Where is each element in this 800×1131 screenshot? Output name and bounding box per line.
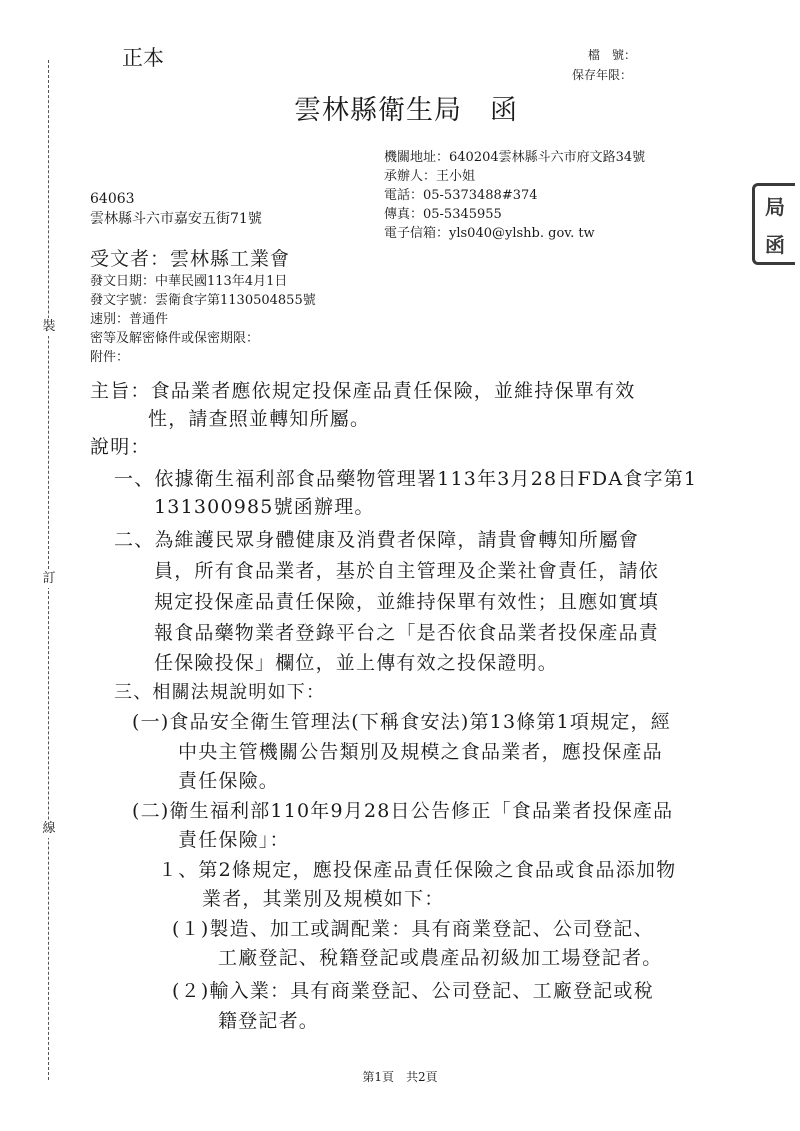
attachment: 附件：: [90, 350, 130, 365]
stamp-char-1: 局: [765, 194, 785, 219]
item2-line-4: 報食品藥物業者登錄平台之「是否依食品業者投保產品責: [154, 622, 660, 644]
agency-email: 電子信箱：yls040@ylshb. gov. tw: [384, 226, 595, 241]
seal-stamp: [752, 183, 795, 265]
item3-line-1: 三、相關法規說明如下：: [114, 682, 326, 703]
item3-sub2-line-2: 責任保險」：: [178, 829, 290, 851]
recipient-postal-code: 64063: [90, 191, 135, 207]
item2-line-5: 任保險投保」欄位，並上傳有效之投保證明。: [154, 652, 559, 674]
subject-line-2: 性，請查照並轉知所屬。: [148, 408, 371, 430]
point1-b-line-1: (２)輸入業：具有商業登記、公司登記、工廠登記或稅: [172, 980, 654, 1002]
item3-sub1-line-1: (一)食品安全衛生管理法(下稱食安法)第13條第1項規定，經: [132, 711, 671, 733]
recipient: 受文者：雲林縣工業會: [90, 248, 291, 270]
explanation-label: 說明：: [90, 436, 151, 458]
binding-char-zhuang: 裝: [40, 318, 58, 336]
agency-fax: 傳真：05-5345955: [384, 207, 502, 222]
agency-contact: 承辦人：王小姐: [384, 169, 476, 184]
issue-date: 發文日期：中華民國113年4月1日: [90, 274, 288, 289]
binding-char-xian: 線: [40, 820, 58, 838]
item3-sub1-line-3: 責任保險。: [178, 770, 280, 792]
document-number: 發文字號：雲衛食字第1130504855號: [90, 293, 316, 308]
item3-sub2-line-1: (二)衛生福利部110年9月28日公告修正「食品業者投保產品: [132, 800, 674, 822]
item2-line-2: 員，所有食品業者，基於自主管理及企業社會責任，請依: [154, 560, 660, 582]
subject-line-1: 主旨：食品業者應依規定投保產品責任保險，並維持保單有效: [90, 380, 636, 402]
file-number-label: 檔 號：: [588, 48, 637, 62]
agency-phone: 電話：05-5373488#374: [384, 188, 538, 203]
point1-a-line-2: 工廠登記、稅籍登記或農產品初級加工場登記者。: [218, 947, 663, 969]
agency-address: 機關地址：640204雲林縣斗六市府文路34號: [384, 150, 646, 165]
copy-type: 正本: [122, 46, 164, 70]
document-title: 雲林縣衛生局 函: [294, 95, 518, 126]
stamp-char-2: 函: [765, 232, 785, 257]
item1-line-1: 一、依據衛生福利部食品藥物管理署113年3月28日FDA食字第1: [114, 468, 698, 490]
delivery-speed: 速別：普通件: [90, 312, 169, 327]
retention-label: 保存年限：: [572, 68, 633, 82]
item2-line-3: 規定投保產品責任保險，並維持保單有效性；且應如實填: [154, 591, 660, 613]
item1-line-2: 131300985號函辦理。: [154, 496, 375, 518]
item3-sub1-line-2: 中央主管機關公告類別及規模之食品業者，應投保產品: [178, 741, 663, 763]
binding-char-ding: 訂: [40, 570, 58, 588]
point1-b-line-2: 籍登記者。: [218, 1010, 320, 1032]
security-level: 密等及解密條件或保密期限：: [90, 331, 260, 346]
recipient-address: 雲林縣斗六市嘉安五街71號: [90, 211, 262, 227]
item2-line-1: 二、為維護民眾身體健康及消費者保障，請貴會轉知所屬會: [114, 529, 640, 551]
point1-line-2: 業者，其業別及規模如下：: [202, 888, 445, 910]
page-footer: 第1頁 共2頁: [362, 1070, 438, 1084]
point1-line-1: １、第2條規定，應投保產品責任保險之食品或食品添加物: [158, 859, 677, 881]
point1-a-line-1: (１)製造、加工或調配業：具有商業登記、公司登記、: [172, 918, 654, 940]
